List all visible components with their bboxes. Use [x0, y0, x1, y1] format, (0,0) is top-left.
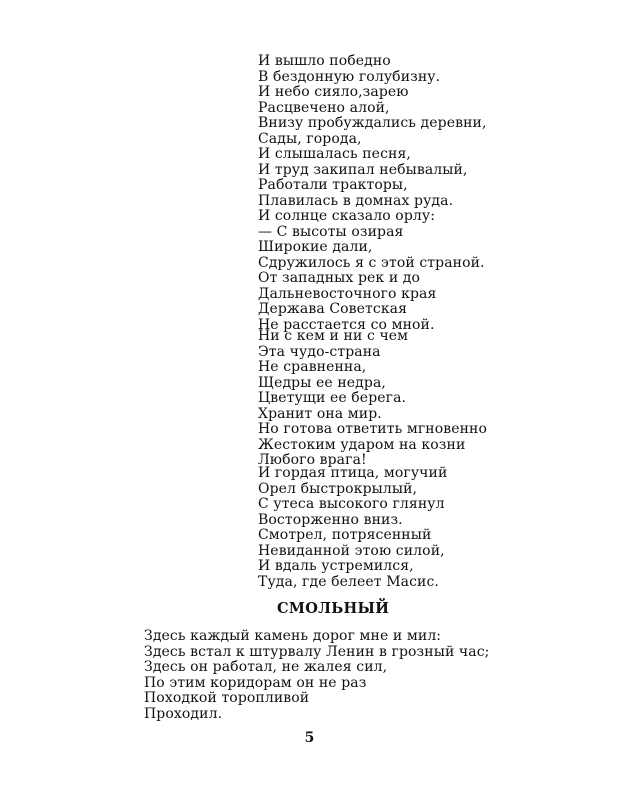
verse-line: Цветущи ее берега. — [258, 390, 407, 406]
verse-line: Походкой торопливой — [144, 690, 310, 706]
stanza-3 — [258, 466, 447, 590]
poem-title: СМОЛЬНЫЙ — [277, 600, 390, 617]
verse-line: Щедры ее недра, — [258, 374, 386, 391]
verse-line: — С высоты озирая — [258, 223, 404, 240]
verse-line: Сады, города, — [258, 130, 362, 147]
verse-line: По этим коридорам он не раз — [144, 674, 367, 691]
verse-line: Ни с кем и ни с чем — [258, 328, 409, 344]
verse-line: И труд закипал небывалый, — [258, 161, 468, 178]
verse-line: Но готова ответить мгновенно — [258, 421, 487, 437]
stanza-2 — [258, 329, 487, 469]
verse-line: Внизу пробуждались деревни, — [258, 115, 487, 131]
verse-line: Восторженно вниз. — [258, 511, 403, 528]
verse-line: Здесь каждый камень дорог мне и мил: — [144, 628, 442, 644]
second-poem-stanza — [144, 629, 490, 722]
verse-line: И слышалась песня, — [258, 146, 411, 162]
verse-line: И вышло победно — [258, 53, 391, 69]
verse-line: И солнце сказало орлу: — [258, 208, 436, 224]
verse-line: Проходил. — [144, 705, 223, 722]
verse-line: Хранит она мир. — [258, 405, 382, 422]
verse-line: Широкие дали, — [258, 239, 373, 255]
verse-line: Дальневосточного края — [258, 285, 437, 302]
verse-line: Работали тракторы, — [258, 177, 408, 193]
verse-line: Здесь он работал, не жалея сил, — [144, 659, 388, 675]
verse-line: Смотрел, потрясенный — [258, 527, 432, 543]
page-number: 5 — [304, 730, 315, 746]
verse-line: С утеса высокого глянул — [258, 496, 445, 512]
verse-line: От западных рек и до — [258, 270, 421, 286]
verse-line: Орел быстрокрылый, — [258, 480, 418, 497]
verse-line: Любого врага! — [258, 452, 367, 468]
verse-line: Плавилась в домнах руда. — [258, 192, 454, 209]
verse-line: И вдаль устремился, — [258, 558, 414, 574]
verse-line: И небо сияло,зарею — [258, 84, 409, 100]
verse-line: Сдружилось я с этой страной. — [258, 254, 485, 271]
stanza-1 — [258, 54, 487, 333]
verse-line: Эта чудо-страна — [258, 343, 381, 360]
verse-line: Здесь встал к штурвалу Ленин в грозный час; — [144, 643, 490, 660]
verse-line: Не расстается со мной. — [258, 316, 435, 333]
verse-line: Невиданной этою силой, — [258, 542, 445, 559]
verse-line: Не сравненна, — [258, 359, 367, 375]
verse-line: Держава Советская — [258, 301, 408, 317]
verse-line: Жестоким ударом на козни — [258, 436, 466, 453]
verse-line: Расцвечено алой, — [258, 99, 390, 116]
verse-line: И гордая птица, могучий — [258, 465, 448, 481]
verse-line: Туда, где белеет Масис. — [258, 573, 439, 590]
verse-line: В бездонную голубизну. — [258, 68, 441, 85]
